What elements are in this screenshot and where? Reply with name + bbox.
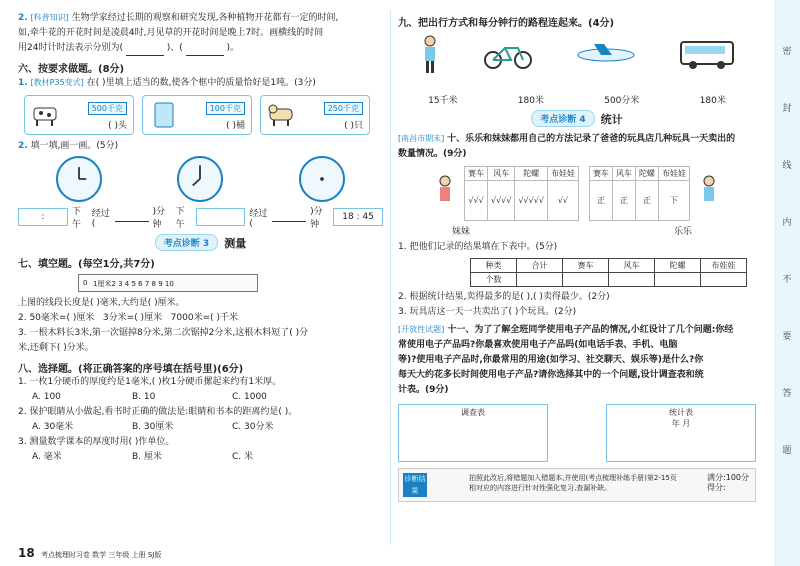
section-10-q1: 1. 把他们记录的结果填在下表中。(5分) [398, 242, 558, 252]
section-8-q3-options: A. 毫米 B. 厘米 C. 米 [32, 452, 254, 462]
seal-line-strip: 密 封 线 内 不 要 答 题 [774, 0, 800, 566]
time-input[interactable]: : [18, 208, 68, 226]
section-6-q1: 1. [教材P35变式] 在( )里填上适当的数,使各个框中的质量恰好是1吨。(3分) [18, 78, 316, 88]
diagnosis-4-header: 考点诊断 4 统计 [398, 110, 756, 127]
section-11-text: [开放性试题] 十一、为了了解全班同学使用电子产品的情况,小红设计了几个问题:你经 常使用电子产品吗?你最喜欢使用电子产品吗(如电话手表、手机、电脑 等)?使用电子产品时,你最常用的用途(如学习、社交聊天、娱乐等)是什么?你 每天大约花多长时间使用电子产品?请你选择其中的一个问题,设计调查表和统 计表。(9分) [398, 325, 734, 395]
section-6-title: 六、按要求做题。(8分) [18, 64, 125, 75]
cow-icon [31, 100, 61, 130]
table-cell-input[interactable] [609, 273, 655, 287]
section-7-title: 七、填空题。(每空1分,共7分) [18, 259, 155, 270]
time-input[interactable] [196, 208, 246, 226]
tiger-box: 250千克 ( )只 [260, 95, 370, 135]
airplane-icon [576, 42, 636, 68]
bucket-box: 100千克 ( )桶 [142, 95, 252, 135]
page-footer: 18 考点梳理时习卷 数学 三年级 上册 SJ版 [18, 546, 162, 560]
score-area: 满分:100分 得分: [707, 473, 749, 492]
clock-row [18, 156, 383, 202]
result-table: 种类 合计 赛车 风车 陀螺 布娃娃 个数 [470, 258, 747, 287]
answer-blank[interactable] [186, 46, 224, 56]
bus-icon [679, 40, 735, 70]
answer-blank[interactable] [115, 212, 149, 222]
section-8-q2: 2. 保护眼睛从小做起,看书时正确的做法是:眼睛和书本的距离约是( )。 [18, 407, 298, 417]
clock-icon [299, 156, 345, 202]
cow-box: 500千克 ( )头 [24, 95, 134, 135]
survey-box[interactable]: 调查表 [398, 404, 548, 462]
tiger-icon [267, 100, 297, 130]
section-7-line-3: 3. 一根木料长3米,第一次锯掉8分米,第二次锯掉2分米,这根木料短了( )分 [18, 328, 309, 338]
left-column [18, 10, 383, 465]
sister-icon [436, 174, 454, 214]
tally-names: 妹妹 乐乐 [452, 227, 692, 237]
time-display: 18 : 45 [333, 208, 383, 226]
table-cell-input[interactable] [701, 273, 747, 287]
section-8-title: 八、选择题。(将正确答案的序号填在括号里)(6分) [18, 364, 244, 375]
clock-icon [56, 156, 102, 202]
bicycle-icon [483, 40, 533, 70]
column-divider [390, 10, 391, 545]
table-cell-input[interactable] [517, 273, 563, 287]
section-7-line-4: 米,还剩下( )分米。 [18, 343, 94, 353]
section-8-q2-options: A. 30毫米 B. 30厘米 C. 30分米 [32, 422, 274, 432]
table-cell-input[interactable] [563, 273, 609, 287]
ruler: 0 1厘米2 3 4 5 6 7 8 9 10 [78, 274, 258, 292]
answer-blank[interactable] [126, 46, 164, 56]
lele-icon [700, 174, 718, 214]
time-row: : 下午 经过( )分钟 下午 经过( )分钟 18 : 45 [18, 204, 383, 230]
walking-person-icon [420, 35, 440, 75]
section-9-title: 九、把出行方式和每分钟行的路程连起来。(4分) [398, 18, 615, 29]
section-6-q2: 2. 填一填,画一画。(5分) [18, 141, 119, 151]
design-area [398, 404, 756, 462]
section-7-line-1: 上图的线段长度是( )毫米,大约是( )厘米。 [18, 298, 185, 308]
right-column [398, 10, 756, 502]
weight-boxes [24, 95, 383, 135]
distance-row: 15千米 180米 500分米 180米 [428, 96, 726, 106]
lele-tally-table: 赛车 风车 陀螺 布娃娃 正 正 正 下 [589, 166, 690, 221]
section-7-line-2: 2. 50毫米=( )厘米 3分米=( )厘米 7000米=( )千米 [18, 313, 239, 323]
vehicle-row [398, 35, 756, 75]
review-box: 诊断结果 拍照此改后,将错题加入错题本,并使用(考点梳理补练手册)第2-15页 相对应的内容进行针对性强化复习,查漏补缺。 满分:100分 得分: [398, 468, 756, 502]
section-10-q3: 3. 玩具店这一天一共卖出了( )个玩具。(2分) [398, 307, 577, 317]
section-10-title: [南昌市期末] 十、乐乐和妹妹都用自己的方法记录了爸爸的玩具店几种玩具一天卖出的 数量情况。(9分) [398, 134, 736, 159]
section-8-q1: 1. 一枚1分硬币的厚度约是1毫米,( )枚1分硬币摞起来约有1米厚。 [18, 377, 282, 387]
diagnosis-3-header: 考点诊断 3 测量 [18, 234, 383, 251]
sister-tally-table: 赛车 风车 陀螺 布娃娃 √√√ √√√√ √√√√√ √√ [464, 166, 579, 221]
section-8-q3: 3. 测量数学课本的厚度时用( )作单位。 [18, 437, 175, 447]
section-8-q1-options: A. 100 B. 10 C. 1000 [32, 392, 267, 402]
clock-icon [177, 156, 223, 202]
question-2: 2. [科普知识] 生物学家经过长期的观察和研究发现,各种植物开花都有一定的时间, 如,牵牛花的开花时间是凌晨4时,月见草的开花时间是晚上7时。画横线的时间 用24时计时法表示分别为( )、( )。 [18, 10, 383, 56]
bucket-icon [149, 100, 179, 130]
answer-blank[interactable] [272, 212, 306, 222]
stats-box[interactable]: 统计表 年 月 [606, 404, 756, 462]
section-10-q2: 2. 根据统计结果,卖得最多的是( ),( )卖得最少。(2分) [398, 292, 610, 302]
review-badge: 诊断结果 [404, 475, 426, 495]
table-cell-input[interactable] [655, 273, 701, 287]
tally-records [398, 166, 756, 221]
